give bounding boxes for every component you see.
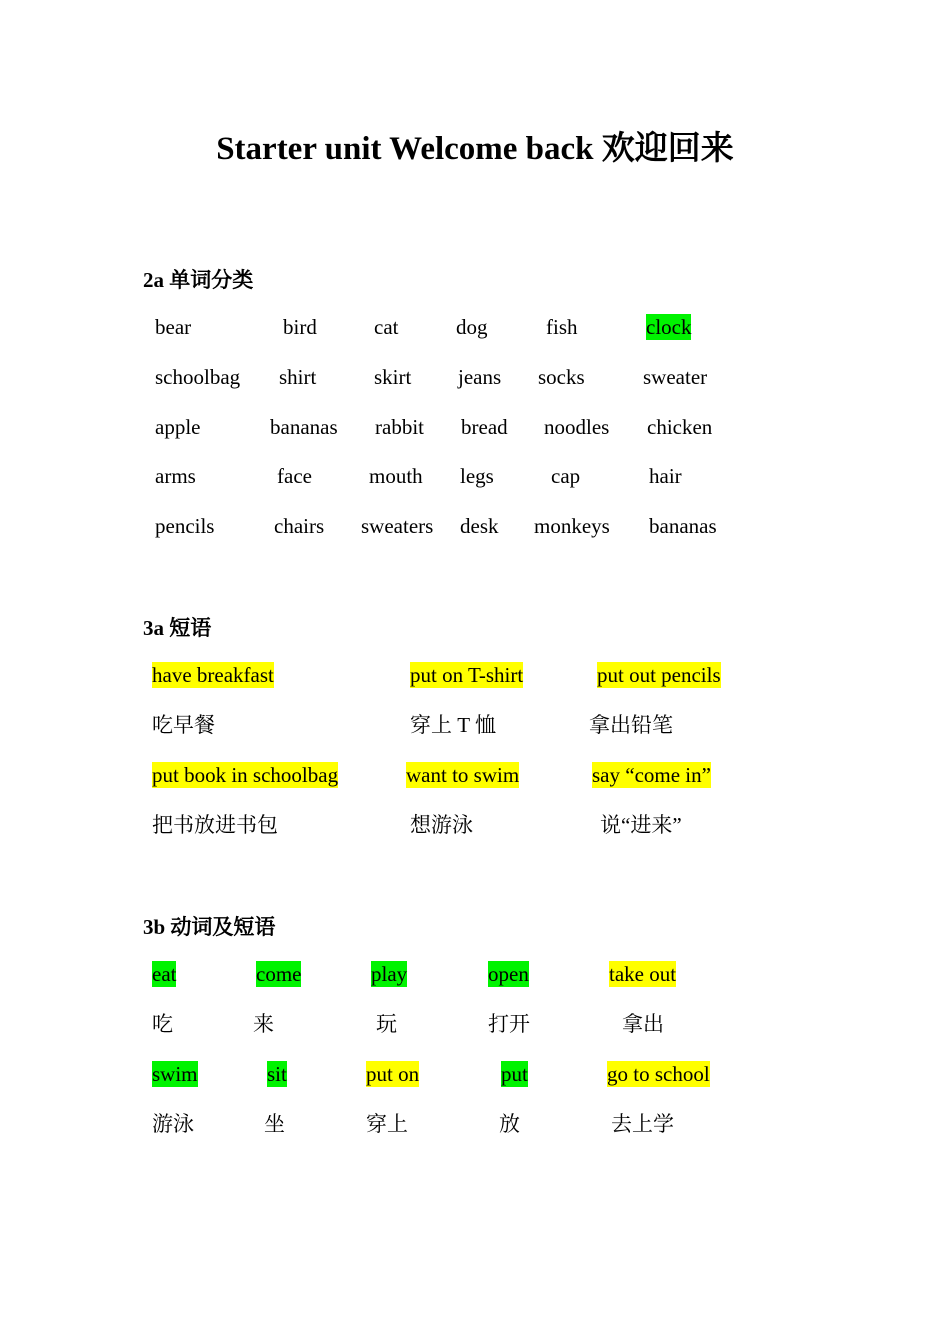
phrase-highlighted: have breakfast	[152, 663, 274, 687]
translation: 打开	[488, 1012, 530, 1036]
word: bird	[283, 315, 317, 339]
translation: 想游泳	[410, 813, 473, 837]
word: monkeys	[534, 514, 610, 538]
translation: 去上学	[611, 1112, 674, 1136]
verb-highlighted: swim	[152, 1062, 198, 1086]
word: desk	[460, 514, 499, 538]
word: sweater	[643, 365, 708, 389]
section-2a-heading: 2a 单词分类	[143, 268, 254, 292]
word: jeans	[458, 365, 502, 389]
word: arms	[155, 464, 196, 488]
verb-highlighted: put on	[366, 1062, 420, 1086]
word: rabbit	[375, 415, 424, 439]
word: cat	[374, 315, 399, 339]
translation: 放	[499, 1112, 520, 1136]
word: hair	[649, 464, 682, 488]
verb-highlighted: put	[501, 1062, 528, 1086]
word: legs	[460, 464, 494, 488]
word: pencils	[155, 514, 215, 538]
translation: 吃早餐	[152, 713, 215, 737]
word: apple	[155, 415, 201, 439]
translation: 穿上	[366, 1112, 408, 1136]
page-title: Starter unit Welcome back 欢迎回来	[216, 131, 734, 167]
translation: 拿出	[622, 1012, 664, 1036]
verb-highlighted: open	[488, 962, 529, 986]
word: bananas	[649, 514, 717, 538]
translation: 玩	[376, 1012, 397, 1036]
word: chairs	[274, 514, 325, 538]
translation: 说“进来”	[600, 813, 682, 837]
verb-highlighted: come	[256, 962, 302, 986]
translation: 坐	[264, 1112, 285, 1136]
translation: 拿出铅笔	[589, 713, 673, 737]
phrase-highlighted: want to swim	[406, 763, 520, 787]
translation: 吃	[152, 1012, 173, 1036]
word: fish	[546, 315, 578, 339]
word: bananas	[270, 415, 338, 439]
word: socks	[538, 365, 585, 389]
verb-highlighted: go to school	[607, 1062, 710, 1086]
section-3b-heading: 3b 动词及短语	[143, 915, 276, 939]
translation: 把书放进书包	[152, 813, 278, 837]
word: dog	[456, 315, 488, 339]
word: bread	[461, 415, 508, 439]
section-3a-heading: 3a 短语	[143, 616, 212, 640]
phrase-highlighted: put on T-shirt	[410, 663, 524, 687]
word: skirt	[374, 365, 412, 389]
word: schoolbag	[155, 365, 241, 389]
verb-highlighted: eat	[152, 962, 177, 986]
phrase-highlighted: put book in schoolbag	[152, 763, 339, 787]
word: sweaters	[361, 514, 434, 538]
word-highlighted: clock	[646, 315, 692, 339]
translation: 穿上 T 恤	[410, 713, 496, 737]
verb-highlighted: play	[371, 962, 408, 986]
translation: 来	[253, 1012, 274, 1036]
phrase-highlighted: put out pencils	[597, 663, 721, 687]
phrase-highlighted: say “come in”	[592, 763, 711, 787]
verb-highlighted: take out	[609, 962, 677, 986]
word: mouth	[369, 464, 423, 488]
word: cap	[551, 464, 581, 488]
verb-highlighted: sit	[267, 1062, 287, 1086]
word: bear	[155, 315, 192, 339]
word: face	[277, 464, 312, 488]
word: shirt	[279, 365, 317, 389]
translation: 游泳	[152, 1112, 194, 1136]
word: chicken	[647, 415, 713, 439]
word: noodles	[544, 415, 610, 439]
